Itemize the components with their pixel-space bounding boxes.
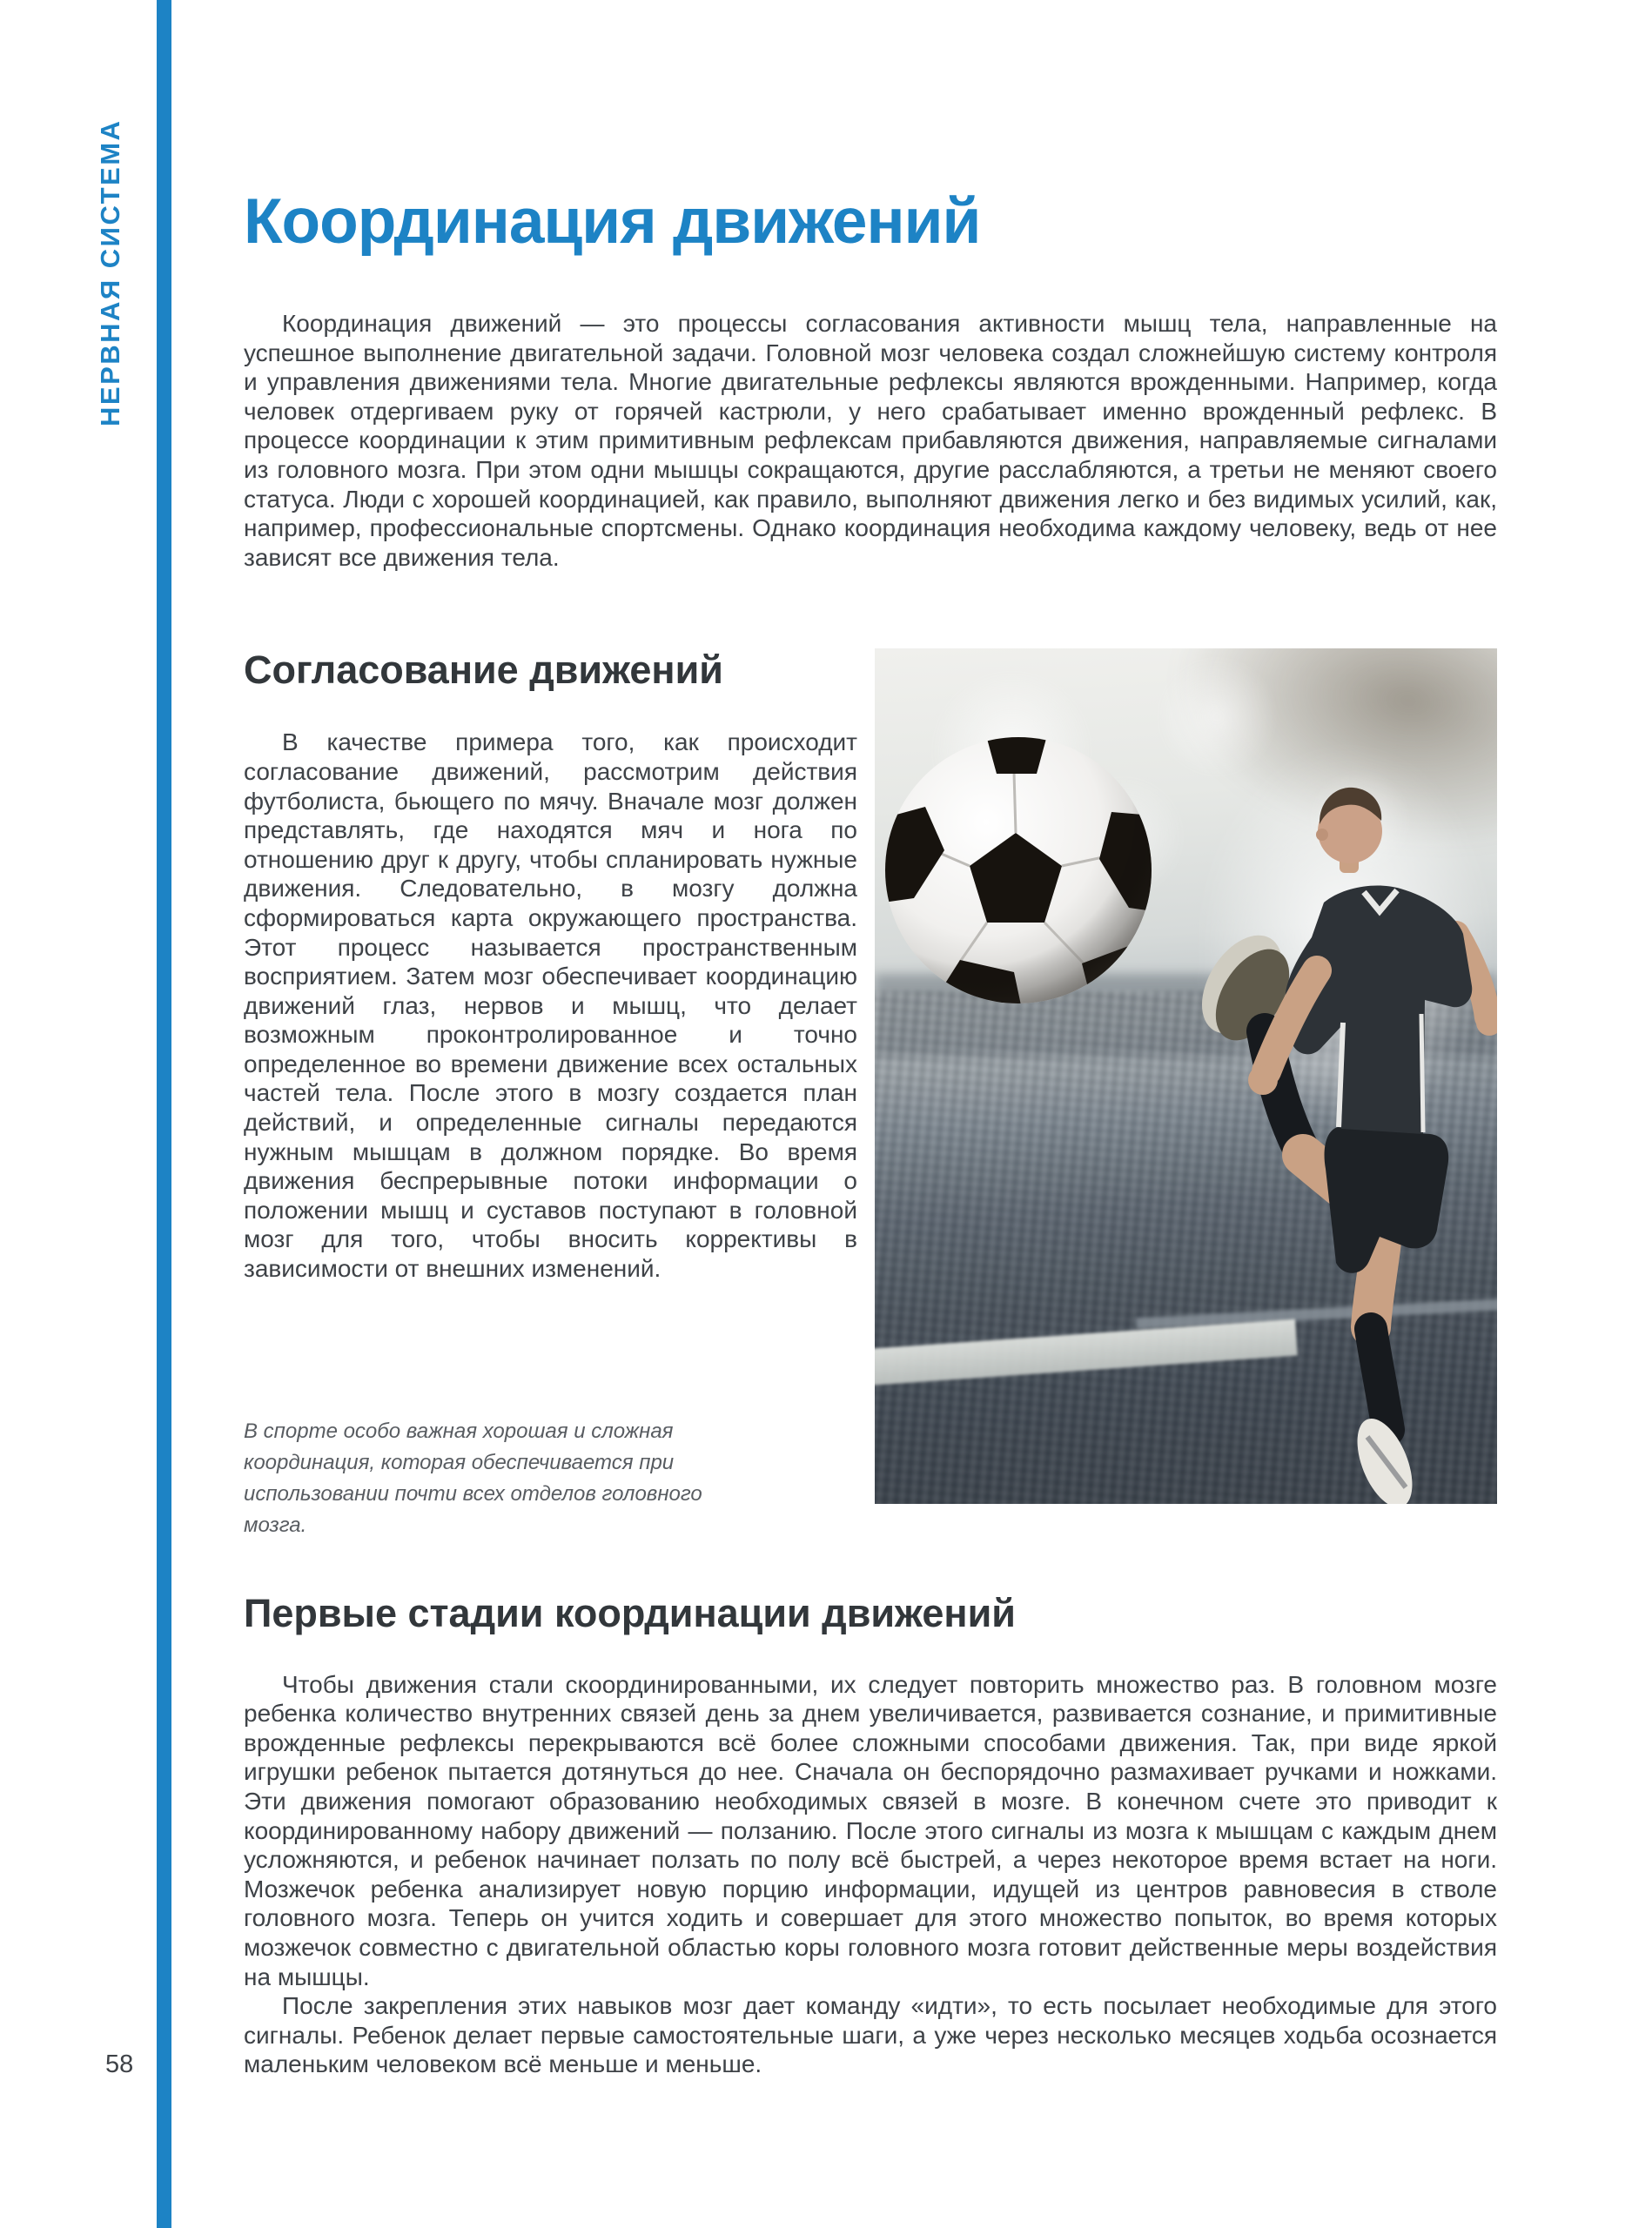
football-player-illustration (1197, 762, 1497, 1504)
page-content (244, 0, 1497, 2079)
chapter-vertical-label: НЕРВНАЯ СИСТЕМА (95, 118, 125, 426)
player-standing-sock (1371, 1329, 1388, 1430)
intro-paragraph: Координация движений — это процессы согласования активности мышц тела, направленные на успешное выполнение двигательной задачи. Головной мозг человека создал сложнейшую систему контроля и управления движениями тела. Многие двигательные рефлексы являются врожденными. Например, когда человек отдергиваем руку от горячей кастрюли, у него срабатывает именно врожденный рефлекс. В процессе координации к этим примитивным рефлексам прибавляются движения, направляемые сигналами из головного мозга. При этом одни мышцы сокращаются, другие расслабляются, а третьи не меняют своего статуса. Люди с хорошей координацией, как правило, выполняют движения легко и без видимых усилий, как, например, профессиональные спортсмены. Однако координация необходима каждому человеку, ведь от нее зависят все движения тела. (244, 310, 1497, 571)
soccer-ball-illustration (883, 735, 1153, 1005)
coordination-body: В качестве примера того, как происходит согласование движений, рассмотрим действия футболиста, бьющего по мячу. Вначале мозг должен представлять, где находятся мяч и нога по отношению друг к другу, чтобы спланировать нужные движения. Следовательно, в мозгу должна сформироваться карта окружающего пространства. Этот процесс называется пространственным восприятием. Затем мозг обеспечивает координацию движений глаз, нервов и мышц, что делает возможным проконтролированное и точно определенное во времени движение всех остальных частей тела. После этого в мозгу создается план действий, и определенные сигналы передаются нужным мышцам в должном порядке. Во время движения беспрерывные потоки информации о положении мышц и суставов поступают в головной мозг для того, чтобы вносить коррективы в зависимости от внешних изменений. (244, 728, 857, 1283)
page-number: 58 (105, 2050, 134, 2078)
coordination-heading: Согласование движений (244, 648, 723, 693)
first-stages-paragraph-1: Чтобы движения стали скоординированными, их следует повторить множество раз. В головном мозге ребенка количество внутренних связей день за днем увеличивается, развивается сознание, и примитивные врожденные рефлексы перекрываются всё более сложными способами движения. Так, при виде яркой игрушки ребенок пытается дотянуться до нее. Сначала он беспорядочно размахивает ручками и ножками. Эти движения помогают образованию необходимых связей в мозге. В конечном счете это приводит к координированному набору движений — ползанию. После этого сигналы из мозга к мышцам с каждым днем усложняются, и ребенок начинает ползать по полу всё быстрей, а через некоторое время встает на ноги. Мозжечок ребенка анализирует новую порцию информации, идущей из центров равновесия в стволе головного мозга. Теперь он учится ходить и совершает для этого множество попыток, во время которых мозжечок совместно с двигательной областью коры головного мозга готовит действенные меры воздействия на мышцы. (244, 1670, 1497, 1990)
left-accent-bar (157, 0, 171, 2228)
first-stages-heading: Первые стадии координации движений (244, 1590, 1016, 1635)
coordination-text-column (244, 648, 857, 1561)
coordination-section (244, 648, 1497, 1561)
first-stages-paragraph-2: После закрепления этих навыков мозг дает команду «идти», то есть посылает необходимые для этого сигналы. Ребенок делает первые самостоятельные шаги, а уже через несколько месяцев ходьба осознается маленьким человеком всё меньше и меньше. (244, 1992, 1497, 2078)
footballer-photo (875, 648, 1497, 1504)
photo-caption: В спорте особо важная хорошая и сложная координация, которая обеспечивается при использовании почти всех отделов головного мозга. (244, 1419, 702, 1537)
page-title: Координация движений (244, 186, 981, 257)
player-jersey (1285, 886, 1472, 1134)
